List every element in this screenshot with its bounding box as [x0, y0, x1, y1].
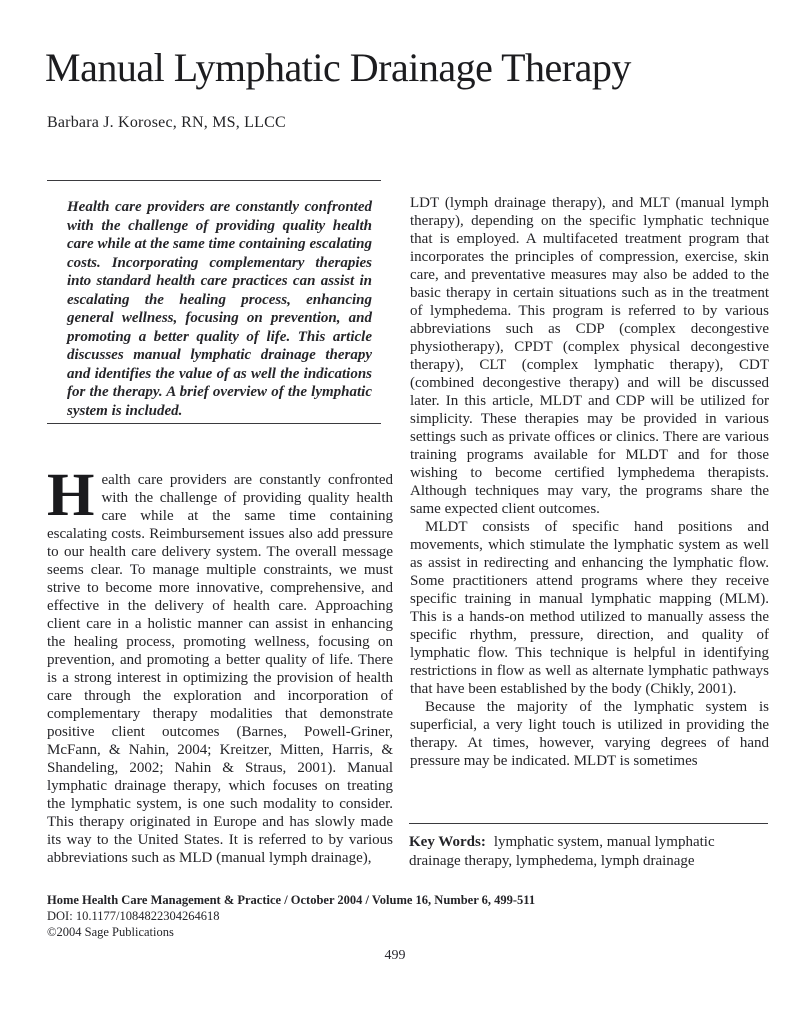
two-column-body — [47, 180, 769, 867]
footer-citation-block — [47, 892, 535, 941]
page-number: 499 — [384, 948, 406, 963]
abstract-box — [47, 180, 381, 424]
keywords-section — [409, 823, 768, 870]
body-paragraph: LDT (lymph drainage therapy), and MLT (manual lymph therapy), depending on the specific lymphatic technique that is employed. A multifaceted treatment program that incorporates the principles of compression, exercise, skin care, and preventative measures may also be added to the basic therapy in certain situations such as in the treatment of lymphedema. This program is referred to by various abbreviations such as CDP (complex decongestive physiotherapy), CPDT (complex physical decongestive therapy), CLT (complex lymphatic therapy), CDT (combined decongestive therapy) and will be discussed later. In this article, MLDT and CDP will be utilized for simplicity. These therapies may be provided in various settings such as private offices or clinics. There are various training programs available for MLDT and for those wishing to become certified lymphedema therapists. Although techniques may vary, the programs share the same expected client outcomes. — [410, 195, 769, 517]
body-paragraph: Because the majority of the lymphatic system is superficial, a very light touch is utilized in providing the therapy. At times, however, varying degrees of hand pressure may be indicated. MLDT is sometimes — [410, 699, 769, 769]
article-title: Manual Lymphatic Drainage Therapy — [45, 45, 631, 90]
keywords-text: lymphatic system, manual lymphatic drainage therapy, lymphedema, lymph drainage — [409, 834, 715, 869]
abstract-text: Health care providers are constantly confronted with the challenge of providing quality health care while at the same time containing escalating costs. Incorporating complementary therapies into standard health care practices can assist in escalating the healing process, enhancing general wellness, focusing on prevention, and promoting a better quality of life. This article discusses manual lymphatic drainage therapy and identifies the value of as well the indications for the therapy. A brief overview of the lymphatic system is included. — [67, 199, 372, 419]
right-column — [410, 180, 769, 770]
journal-citation-line: Home Health Care Management & Practice / October 2004 / Volume 16, Number 6, 499-511 — [47, 893, 536, 907]
left-column — [47, 180, 393, 867]
keywords-label: Key Words: — [409, 834, 486, 850]
doi-line: DOI: 10.1177/1084822304264618 — [47, 909, 220, 924]
author-byline: Barbara J. Korosec, RN, MS, LLCC — [47, 114, 286, 131]
drop-cap: H — [47, 462, 95, 529]
opening-paragraph-text: ealth care providers are constantly confronted with the challenge of providing quality health care while at the same time containing escalating costs. Reimbursement issues also add pressure to our health care delivery system. The overall message seems clear. To manage multiple constraints, we must strive to become more innovative, comprehensive, and effective in the delivery of health care. Approaching client care in a holistic manner can assist in enhancing the healing process, promoting wellness, focusing on prevention, and promoting a better quality of life. There is a strong interest in optimizing the provision of health care through the exploration and incorporation of complementary therapy modalities that demonstrate positive client outcomes (Barnes, Powell-Griner, McFann, & Nahin, 2004; Kreitzer, Mitten, Harris, & Shandeling, 2002; Nahin & Straus, 2001). Manual lymphatic drainage therapy, which focuses on treating the lymphatic system, is one such modality to consider. This therapy originated in Europe and has slowly made its way to the United States. It is referred to by various abbreviations such as MLD (manual lymph drainage), — [47, 472, 393, 866]
body-paragraph: MLDT consists of specific hand positions and movements, which stimulate the lymphatic system as well as assist in redirecting and enhancing the lymphatic flow. Some practitioners attend programs where they receive specific training in manual lymphatic mapping (MLM). This is a hands-on method utilized to manually assess the specific rhythm, pressure, direction, and quality of lymphatic flow. This technique is helpful in identifying restrictions in flow as well as alternate lymphatic pathways that have been established by the body (Chikly, 2001). — [410, 519, 769, 697]
copyright-line: ©2004 Sage Publications — [47, 925, 174, 940]
opening-paragraph — [47, 462, 393, 867]
